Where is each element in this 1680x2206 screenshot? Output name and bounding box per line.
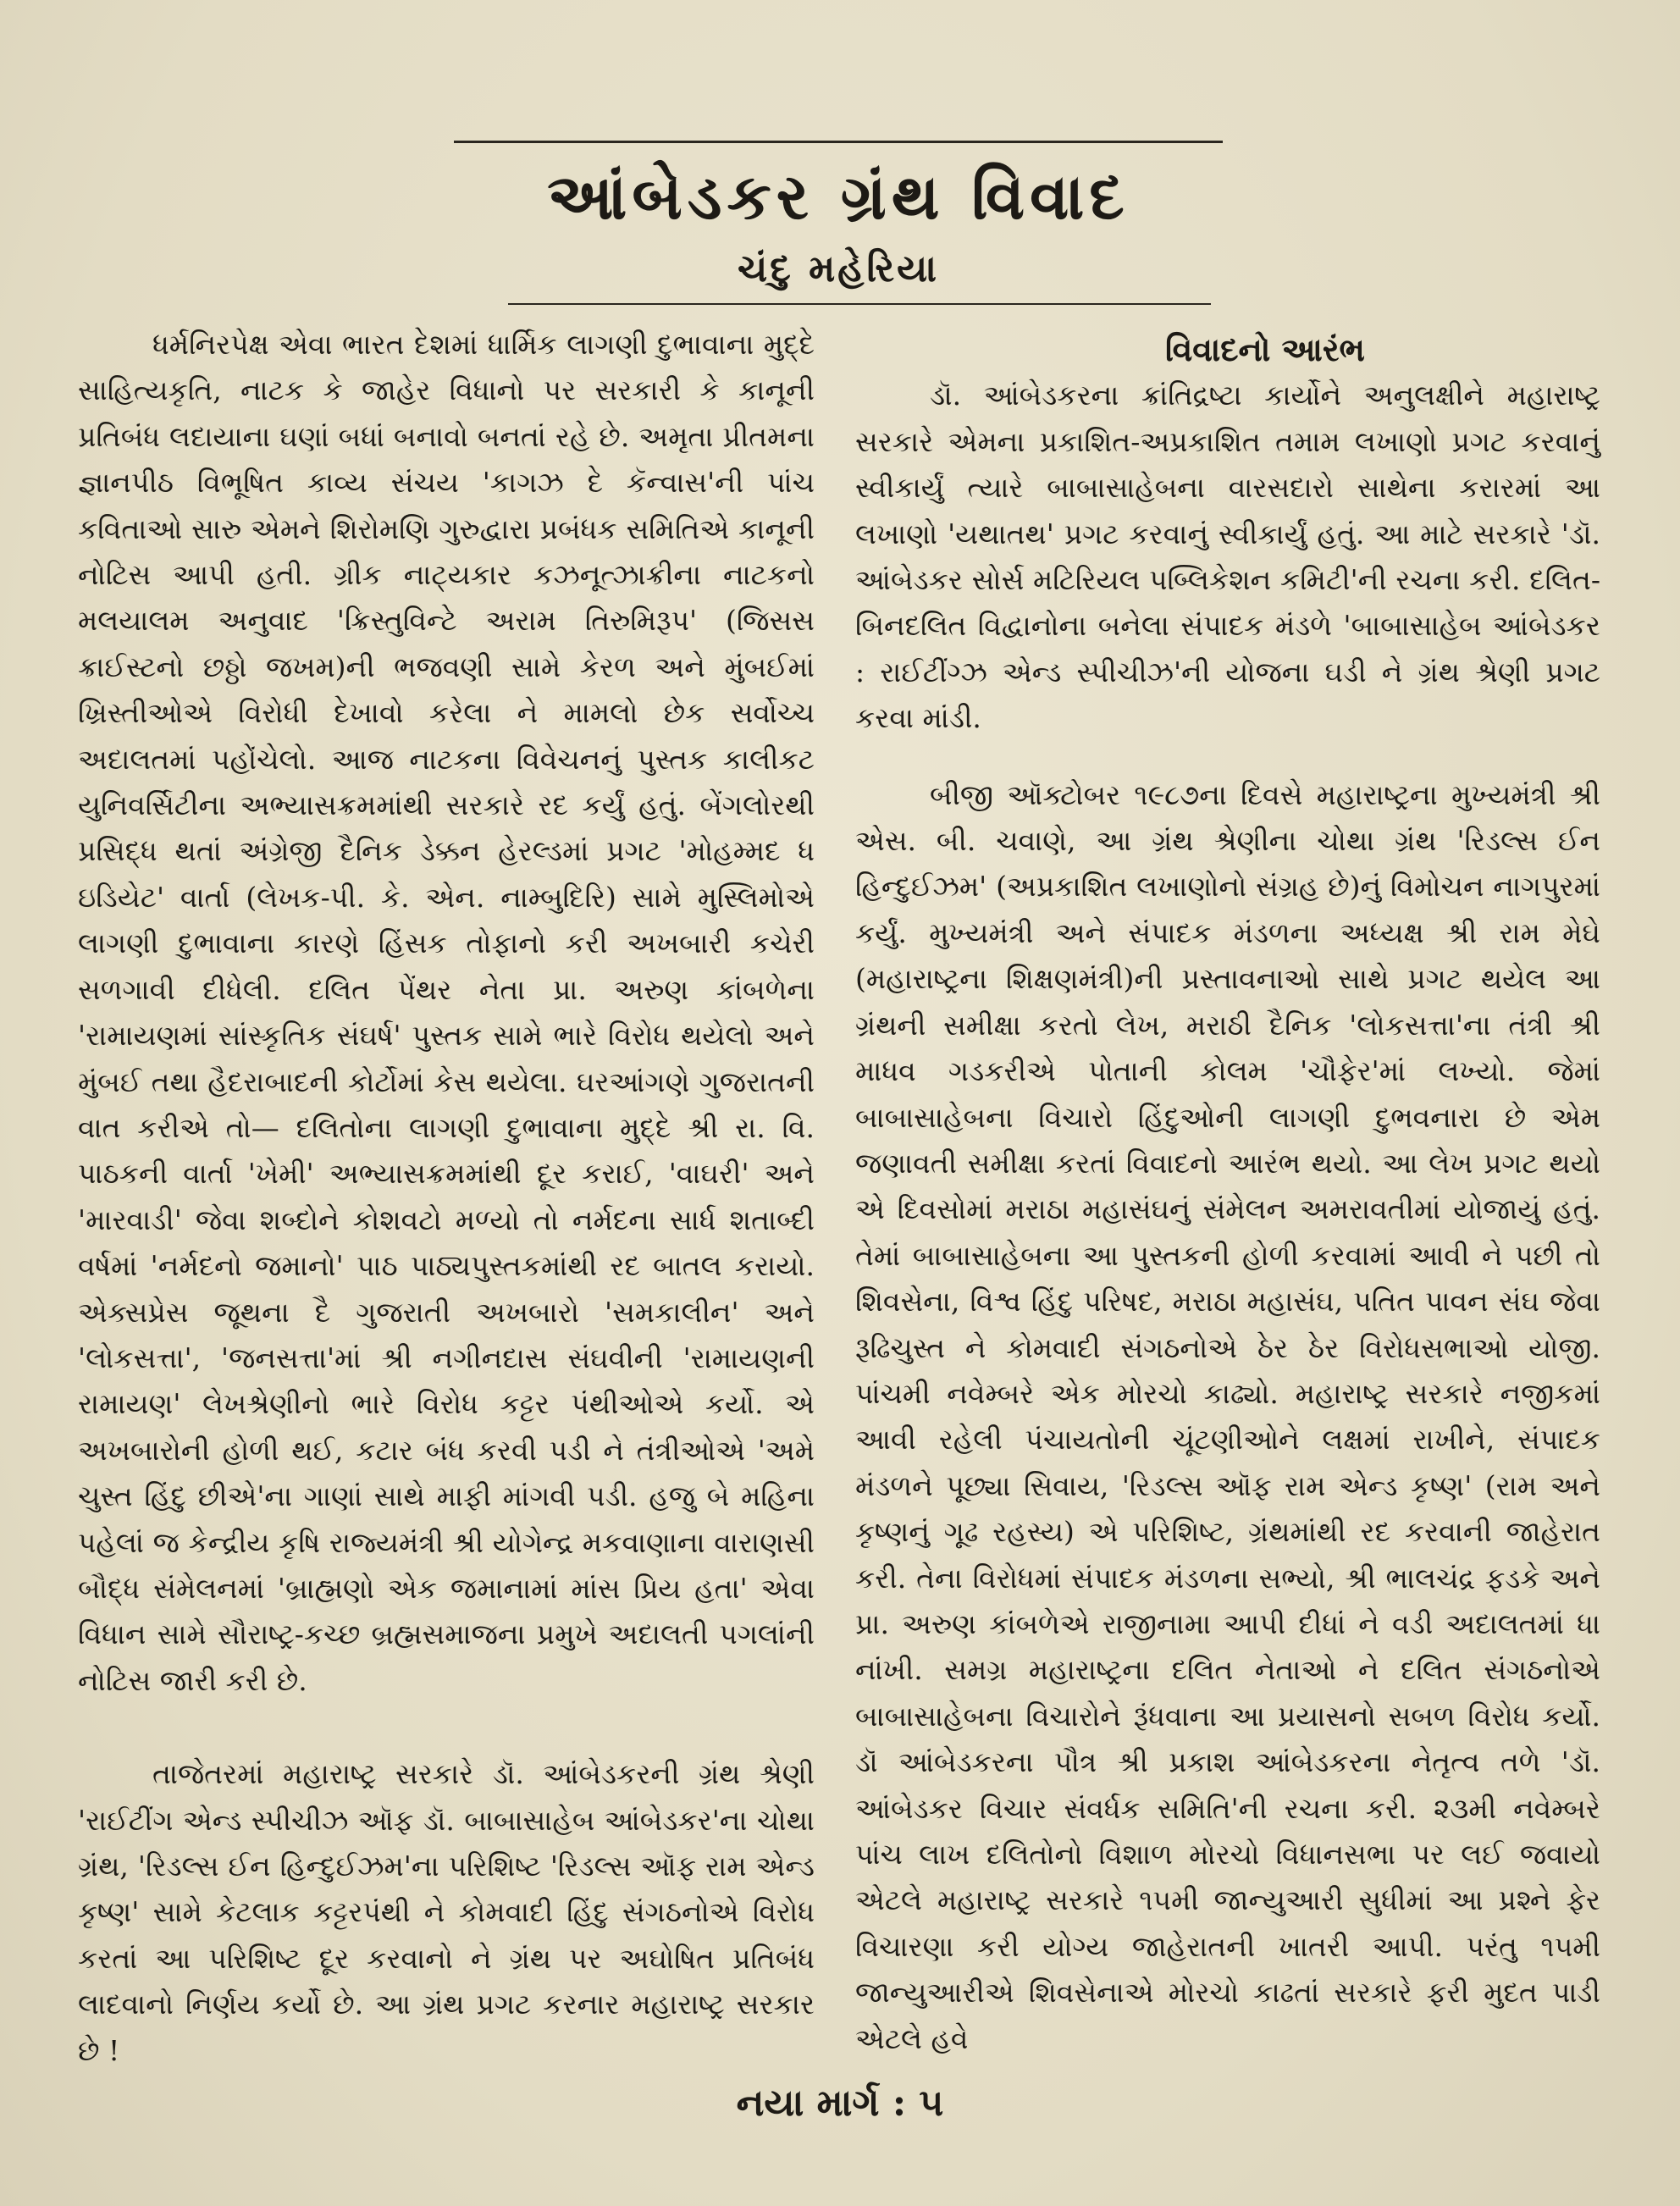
right-paragraph-2: બીજી ઑક્ટોબર ૧૯૮૭ના દિવસે મહારાષ્ટ્રના મુખ્યમંત્રી શ્રી એસ. બી. ચવાણે, આ ગ્રંથ શ્રેણીના ચોથા ગ્રંથ 'રિડલ્સ ઈન હિન્દુઈઝમ' (અપ્રકાશિત લખાણોનો સંગ્રહ છે)નું વિમોચન નાગપુરમાં કર્યું. મુખ્યમંત્રી અને સંપાદક મંડળના અધ્યક્ષ શ્રી રામ મેઘે (મહારાષ્ટ્રના શિક્ષણમંત્રી)ની પ્રસ્તાવનાઓ સાથે પ્રગટ થયેલ આ ગ્રંથની સમીક્ષા કરતો લેખ, મરાઠી દૈનિક 'લોકસત્તા'ના તંત્રી શ્રી માધવ ગડકરીએ પોતાની કોલમ 'ચૌફેર'માં લખ્યો. જેમાં બાબાસાહેબના વિચારો હિંદુઓની લાગણી દુભવનારા છે એમ જણાવતી સમીક્ષા કરતાં વિવાદનો આરંભ થયો. આ લેખ પ્રગટ થયો એ દિવસોમાં મરાઠા મહાસંઘનું સંમેલન અમરાવતીમાં યોજાયું હતું. તેમાં બાબાસાહેબના આ પુસ્તકની હોળી કરવામાં આવી ને પછી તો શિવસેના, વિશ્વ હિંદુ પરિષદ, મરાઠા મહાસંઘ, પતિત પાવન સંઘ જેવા રૂઢિચુસ્ત ને કોમવાદી સંગઠનોએ ઠેર ઠેર વિરોધસભાઓ યોજી. પાંચમી નવેમ્બરે એક મોરચો કાઢ્યો. મહારાષ્ટ્ર સરકારે નજીકમાં આવી રહેલી પંચાયતોની ચૂંટણીઓને લક્ષમાં રાખીને, સંપાદક મંડળને પૂછ્યા સિવાય, 'રિડલ્સ ઑફ રામ એન્ડ કૃષ્ણ' (રામ અને કૃષ્ણનું ગૂઢ રહસ્ય) એ પરિશિષ્ટ, ગ્રંથમાંથી રદ કરવાની જાહેરાત કરી. તેના વિરોધમાં સંપાદક મંડળના સભ્યો, શ્રી ભાલચંદ્ર ફડકે અને પ્રા. અરુણ કાંબળેએ રાજીનામા આપી દીધાં ને વડી અદાલતમાં ધા નાંખી. સમગ્ર મહારાષ્ટ્રના દલિત નેતાઓ ને દલિત સંગઠનોએ બાબાસાહેબના વિચારોને રૂંધવાના આ પ્રયાસનો સબળ વિરોધ કર્યો. ડૉ આંબેડકરના પૌત્ર શ્રી પ્રકાશ આંબેડકરના નેતૃત્વ તળે 'ડૉ. આંબેડકર વિચાર સંવર્ધક સમિતિ'ની રચના કરી. ૨૩મી નવેમ્બરે પાંચ લાખ દલિતોનો વિશાળ મોરચો વિધાનસભા પર લઈ જવાયો એટલે મહારાષ્ટ્ર સરકારે ૧૫મી જાન્યુઆરી સુધીમાં આ પ્રશ્ને ફેર વિચારણા કરી યોગ્ય જાહેરાતની ખાતરી આપી. પરંતુ ૧૫મી જાન્યુઆરીએ શિવસેનાએ મોરચો કાઢતાં સરકારે ફરી મુદત પાડી એટલે હવે [855,777,1600,2055]
left-column [78,322,815,2074]
article-author: ચંદુ મહેરિયા [738,247,939,290]
right-paragraph-1: ડૉ. આંબેડકરના ક્રાંતિદ્રષ્ટા કાર્યોને અનુલક્ષીને મહારાષ્ટ્ર સરકારે એમના પ્રકાશિત-અપ્રકાશિત તમામ લખાણો પ્રગટ કરવાનું સ્વીકાર્યું ત્યારે બાબાસાહેબના વારસદારો સાથેના કરારમાં આ લખાણો 'યથાતથ' પ્રગટ કરવાનું સ્વીકાર્યું હતું. આ માટે સરકારે 'ડૉ. આંબેડકર સોર્સ મટિરિયલ પબ્લિકેશન કમિટી'ની રચના કરી. દલિત-બિનદલિત વિદ્વાનોના બનેલા સંપાદક મંડળે 'બાબાસાહેબ આંબેડકર : રાઈટીંગ્ઝ એન્ડ સ્પીચીઝ'ની યોજના ઘડી ને ગ્રંથ શ્રેણી પ્રગટ કરવા માંડી. [855,379,1600,735]
title-top-rule [454,141,1223,143]
page-footer: નયા માર્ગ : ૫ [736,2082,944,2125]
right-column [855,327,1600,2062]
left-paragraph-2: તાજેતરમાં મહારાષ્ટ્ર સરકારે ડૉ. આંબેડકરની ગ્રંથ શ્રેણી 'રાઈટીંગ એન્ડ સ્પીચીઝ ઑફ ડૉ. બાબાસાહેબ આંબેડકર'ના ચોથા ગ્રંથ, 'રિડલ્સ ઈન હિન્દુઈઝમ'ના પરિશિષ્ટ 'રિડલ્સ ઑફ રામ એન્ડ કૃષ્ણ' સામે કેટલાક કટ્ટરપંથી ને કોમવાદી હિંદુ સંગઠનોએ વિરોધ કરતાં આ પરિશિષ્ટ દૂર કરવાનો ને ગ્રંથ પર અઘોષિત પ્રતિબંધ લાદવાનો નિર્ણય કર્યો છે. આ ગ્રંથ પ્રગટ કરનાર મહારાષ્ટ્ર સરકાર છે ! [78,1757,815,2067]
left-paragraph-1: ધર્મનિરપેક્ષ એવા ભારત દેશમાં ધાર્મિક લાગણી દુભાવાના મુદ્દે સાહિત્યકૃતિ, નાટક કે જાહેર વિધાનો પર સરકારી કે કાનૂની પ્રતિબંધ લદાયાના ઘણાં બધાં બનાવો બનતાં રહે છે. અમૃતા પ્રીતમના જ્ઞાનપીઠ વિભૂષિત કાવ્ય સંચય 'કાગઝ દે કૅન્વાસ'ની પાંચ કવિતાઓ સારુ એમને શિરોમણિ ગુરુદ્વારા પ્રબંધક સમિતિએ કાનૂની નોટિસ આપી હતી. ગ્રીક નાટ્યકાર કઝનૂત્ઝાક્રીના નાટકનો મલયાલમ અનુવાદ 'ક્રિસ્તુવિન્ટે અરામ તિરુમિરૂપ' (જિસસ ક્રાઈસ્ટનો છઠ્ઠો જખમ)ની ભજવણી સામે કેરળ અને મુંબઈમાં ખ્રિસ્તીઓએ વિરોધી દેખાવો કરેલા ને મામલો છેક સર્વોચ્ચ અદાલતમાં પહોંચેલો. આજ નાટકના વિવેચનનું પુસ્તક કાલીકટ યુનિવર્સિટીના અભ્યાસક્રમમાંથી સરકારે રદ કર્યું હતું. બેંગલોરથી પ્રસિદ્ધ થતાં અંગ્રેજી દૈનિક ડેક્કન હેરલ્ડમાં પ્રગટ 'મોહમ્મદ ધ ઇડિયેટ' વાર્તા (લેખક-પી. કે. એન. નામ્બુદિરિ) સામે મુસ્લિમોએ લાગણી દુભાવાના કારણે હિંસક તોફાનો કરી અખબારી કચેરી સળગાવી દીધેલી. દલિત પેંથર નેતા પ્રા. અરુણ કાંબળેના 'રામાયણમાં સાંસ્કૃતિક સંઘર્ષ' પુસ્તક સામે ભારે વિરોધ થયેલો અને મુંબઈ તથા હૈદરાબાદની કોર્ટોમાં કેસ થયેલા. ઘરઆંગણે ગુજરાતની વાત કરીએ તો— દલિતોના લાગણી દુભાવાના મુદ્દે શ્રી રા. વિ. પાઠકની વાર્તા 'ખેમી' અભ્યાસક્રમમાંથી દૂર કરાઈ, 'વાઘરી' અને 'મારવાડી' જેવા શબ્દોને કોશવટો મળ્યો તો નર્મદના સાર્ધ શતાબ્દી વર્ષમાં 'નર્મદનો જમાનો' પાઠ પાઠ્યપુસ્તકમાંથી રદ બાતલ કરાયો. એક્સપ્રેસ જૂથના દૈ ગુજરાતી અખબારો 'સમકાલીન' અને 'લોકસત્તા', 'જનસત્તા'માં શ્રી નગીનદાસ સંઘવીની 'રામાયણની રામાયણ' લેખશ્રેણીનો ભારે વિરોધ કટ્ટર પંથીઓએ કર્યો. એ અખબારોની હોળી થઈ, કટાર બંધ કરવી પડી ને તંત્રીઓએ 'અમે ચુસ્ત હિંદુ છીએ'ના ગાણાં સાથે માફી માંગવી પડી. હજુ બે મહિના પહેલાં જ કેન્દ્રીય કૃષિ રાજ્યમંત્રી શ્રી યોગેન્દ્ર મકવાણાના વારાણસી બૌદ્ધ સંમેલનમાં 'બ્રાહ્મણો એક જમાનામાં માંસ પ્રિય હતા' એવા વિધાન સામે સૌરાષ્ટ્ર-કચ્છ બ્રહ્મસમાજના પ્રમુખે અદાલતી પગલાંની નોટિસ જારી કરી છે. [78,328,815,1697]
section-heading: વિવાદનો આરંભ [1165,330,1365,368]
title-bottom-rule [508,303,1211,305]
article-title: આંબેડકર ગ્રંથ વિવાદ [547,161,1130,234]
